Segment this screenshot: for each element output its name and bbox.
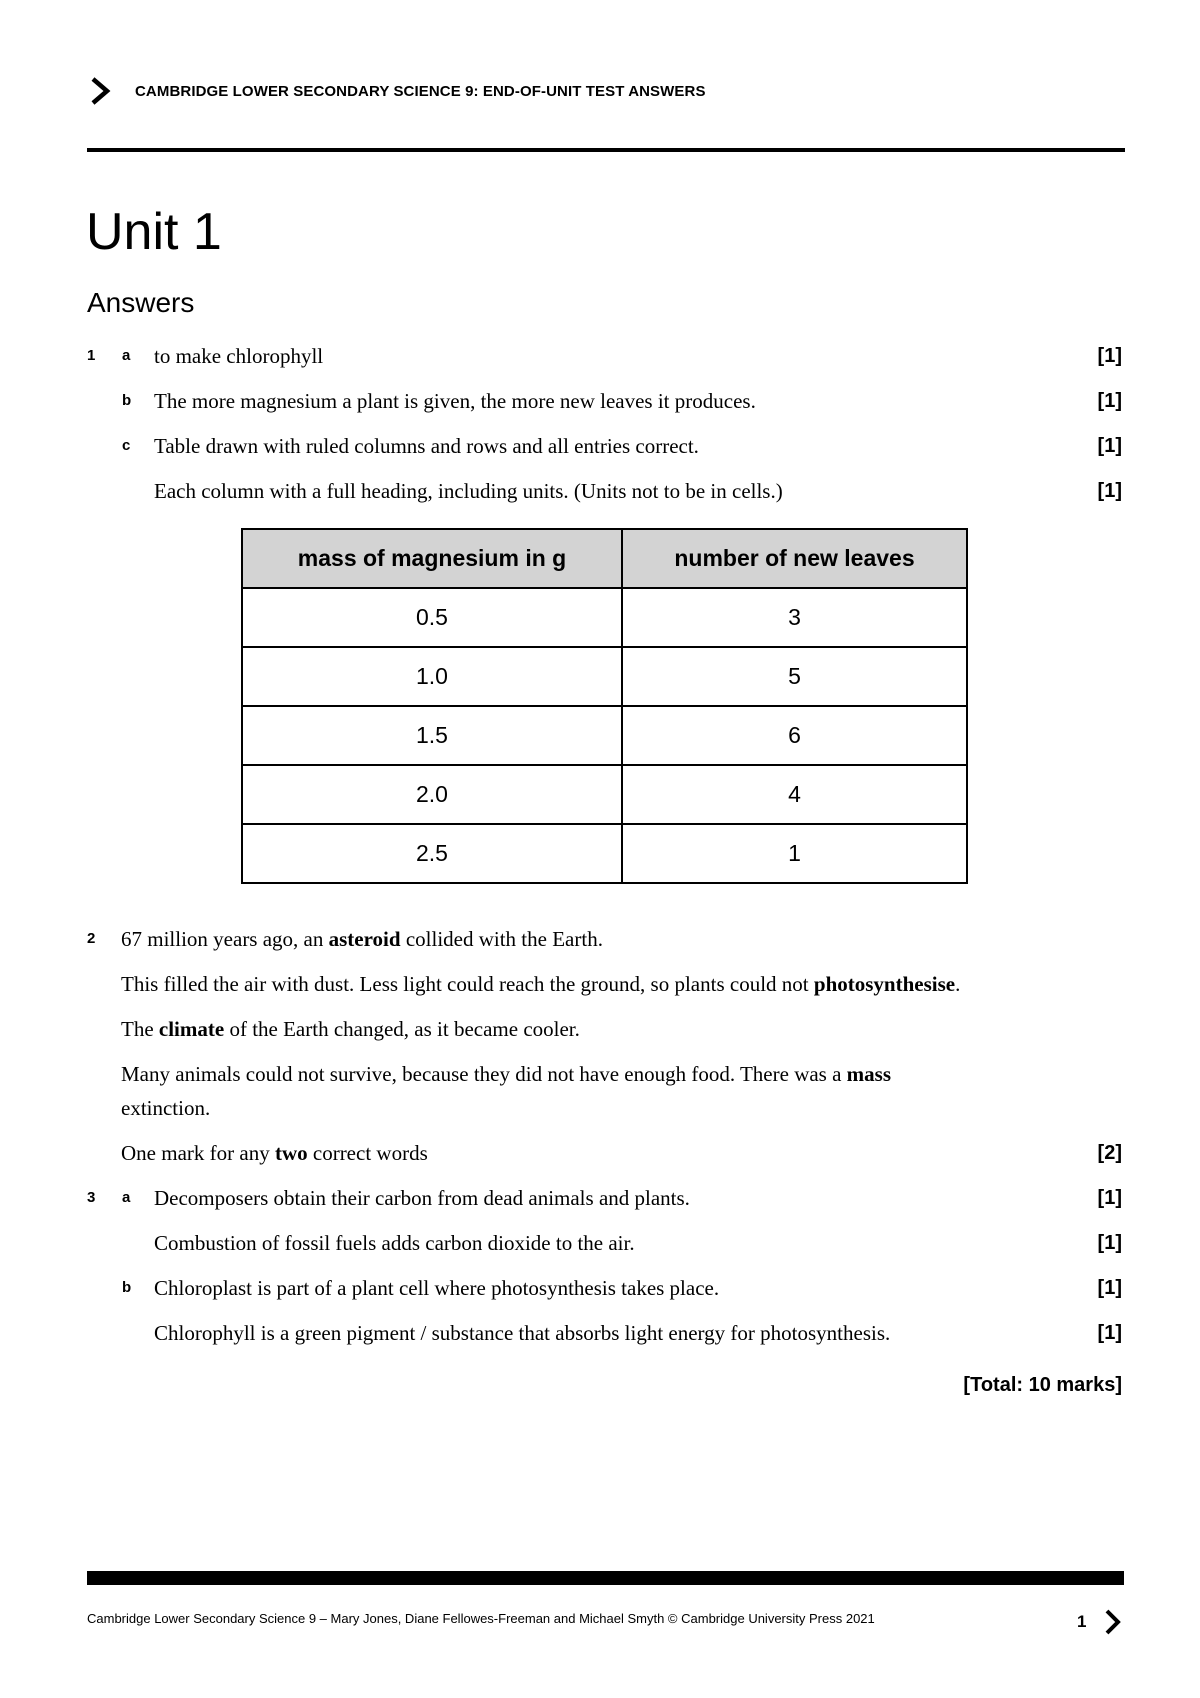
q3a-line: [0, 1181, 1200, 1215]
question-part-label: b: [122, 1279, 132, 1296]
q2-line-6: [0, 1136, 1200, 1170]
answer-text: Decomposers obtain their carbon from dead animals and plants.: [154, 1186, 690, 1210]
mark: [1]: [1097, 1277, 1122, 1299]
data-table: [241, 528, 968, 884]
answer-text: to make chlorophyll: [154, 344, 324, 368]
chevron-right-icon: [87, 76, 113, 106]
q2-line-5: [0, 1091, 1200, 1125]
key-word: asteroid: [328, 927, 401, 951]
answer-text: Table drawn with ruled columns and rows and all entries correct.: [154, 434, 699, 458]
answer-text: Many animals could not survive, because they did not have enough food. There was a mass: [121, 1062, 892, 1086]
mark: [1]: [1097, 1187, 1122, 1209]
page-header: [87, 76, 706, 106]
table-cell: 5: [622, 647, 967, 706]
table-row: [242, 588, 967, 647]
answer-text: This filled the air with dust. Less light could reach the ground, so plants could not photosynthesise.: [121, 972, 961, 996]
mark: [1]: [1097, 480, 1122, 502]
footer-credit: Cambridge Lower Secondary Science 9 – Mary Jones, Diane Fellowes-Freeman and Michael Smyth © Cambridge University Press 2021: [87, 1611, 875, 1626]
answer-text: Chloroplast is part of a plant cell where photosynthesis takes place.: [154, 1276, 720, 1300]
table-cell: 1.5: [242, 706, 622, 765]
question-part-label: a: [122, 347, 131, 364]
mark: [1]: [1097, 390, 1122, 412]
table-cell: 2.0: [242, 765, 622, 824]
page-number: 1: [1077, 1612, 1087, 1631]
q2-line-4: [0, 1057, 1200, 1091]
mark: [1]: [1097, 1232, 1122, 1254]
question-part-label: a: [122, 1189, 131, 1206]
table-cell: 6: [622, 706, 967, 765]
answer-text: extinction.: [121, 1096, 211, 1120]
header-rule: [87, 148, 1125, 152]
q2-line-1: [0, 922, 1200, 956]
q1c-line: [0, 429, 1200, 463]
footer-rule: [87, 1571, 1124, 1585]
header-title: CAMBRIDGE LOWER SECONDARY SCIENCE 9: END-OF-UNIT TEST ANSWERS: [135, 82, 706, 100]
table-cell: 1.0: [242, 647, 622, 706]
page-title: Unit 1: [86, 203, 222, 261]
table-cell: 2.5: [242, 824, 622, 883]
q3a2-line: [0, 1226, 1200, 1260]
table-row: [242, 706, 967, 765]
section-heading: Answers: [87, 287, 195, 318]
table-row: [242, 647, 967, 706]
answer-text: Combustion of fossil fuels adds carbon dioxide to the air.: [154, 1231, 635, 1255]
answer-text: 67 million years ago, an asteroid collided with the Earth.: [121, 927, 603, 951]
question-part-label: b: [122, 392, 132, 409]
key-word: climate: [158, 1017, 225, 1041]
answer-text: Chlorophyll is a green pigment / substance that absorbs light energy for photosynthesis.: [154, 1321, 891, 1345]
mark: [1]: [1097, 435, 1122, 457]
table-cell: 1: [622, 824, 967, 883]
column-header: number of new leaves: [622, 529, 967, 588]
q1b-line: [0, 384, 1200, 418]
answer-text: Each column with a full heading, including units. (Units not to be in cells.): [154, 479, 783, 503]
q3b2-line: [0, 1316, 1200, 1350]
mark: [1]: [1097, 345, 1122, 367]
table-row: [242, 765, 967, 824]
total-marks: [Total: 10 marks]: [963, 1374, 1122, 1396]
key-word: two: [274, 1141, 308, 1165]
table-cell: 0.5: [242, 588, 622, 647]
answer-text: One mark for any two correct words: [121, 1141, 428, 1165]
question-number: 3: [87, 1189, 96, 1206]
q2-line-2: [0, 967, 1200, 1001]
q1a-line: [0, 339, 1200, 373]
answer-text: The climate of the Earth changed, as it became cooler.: [121, 1017, 580, 1041]
answer-text: The more magnesium a plant is given, the more new leaves it produces.: [154, 389, 756, 413]
q3b-line: [0, 1271, 1200, 1305]
question-number: 1: [87, 347, 96, 364]
column-header: mass of magnesium in g: [242, 529, 622, 588]
q1c2-line: [0, 474, 1200, 508]
mark: [1]: [1097, 1322, 1122, 1344]
q2-line-3: [0, 1012, 1200, 1046]
question-number: 2: [87, 930, 96, 947]
table-row: [242, 824, 967, 883]
table-cell: 3: [622, 588, 967, 647]
key-word: mass: [846, 1062, 892, 1086]
mark: [2]: [1097, 1142, 1122, 1164]
chevron-right-icon: [1103, 1608, 1123, 1636]
table-header-row: [242, 529, 967, 588]
question-part-label: c: [122, 437, 131, 454]
key-word: photosynthesise: [813, 972, 956, 996]
table-cell: 4: [622, 765, 967, 824]
